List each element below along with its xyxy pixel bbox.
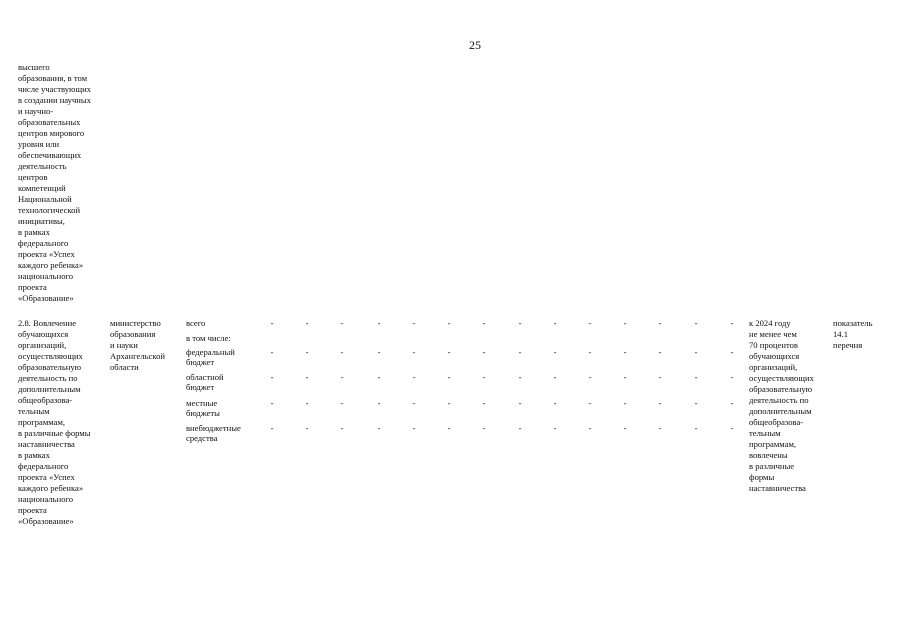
funding-value: -	[658, 423, 662, 433]
funding-value: -	[270, 318, 274, 328]
funding-value: -	[623, 423, 627, 433]
funding-value: -	[270, 372, 274, 382]
funding-value: -	[694, 347, 698, 357]
funding-value: -	[730, 318, 734, 328]
indicator-reference: показатель 14.1 перечня	[833, 318, 873, 350]
funding-value: -	[658, 398, 662, 408]
funding-value: -	[412, 318, 416, 328]
funding-source-row	[186, 347, 746, 371]
funding-value: -	[340, 347, 344, 357]
funding-value: -	[340, 318, 344, 328]
funding-value: -	[553, 347, 557, 357]
funding-source-label: федеральный бюджет	[186, 347, 235, 367]
funding-value: -	[305, 347, 309, 357]
funding-value: -	[518, 372, 522, 382]
funding-value: -	[340, 423, 344, 433]
funding-value: -	[305, 318, 309, 328]
funding-value: -	[658, 347, 662, 357]
funding-value: -	[694, 398, 698, 408]
funding-value: -	[447, 372, 451, 382]
funding-value: -	[518, 423, 522, 433]
funding-value: -	[270, 398, 274, 408]
funding-value: -	[623, 398, 627, 408]
funding-source-row	[186, 398, 746, 422]
funding-value: -	[518, 398, 522, 408]
funding-source-row	[186, 372, 746, 396]
funding-value: -	[694, 372, 698, 382]
funding-source-row	[186, 423, 746, 447]
funding-source-label: областной бюджет	[186, 372, 224, 392]
funding-value: -	[730, 347, 734, 357]
funding-value: -	[482, 398, 486, 408]
page-number: 25	[469, 38, 481, 52]
funding-value: -	[482, 423, 486, 433]
executor-name: министерство образования и науки Архангельской области	[110, 318, 165, 372]
funding-value: -	[412, 347, 416, 357]
funding-value: -	[270, 423, 274, 433]
funding-value: -	[412, 398, 416, 408]
funding-value: -	[658, 372, 662, 382]
funding-source-label: всего	[186, 318, 206, 328]
funding-value: -	[447, 423, 451, 433]
funding-value: -	[694, 423, 698, 433]
funding-value: -	[553, 398, 557, 408]
expected-result: к 2024 году не менее чем 70 процентов обучающихся организаций, осуществляющих образовательную деятельность по дополнительным общеобразова- тельным программам, вовлечены в различные формы наставничества	[749, 318, 814, 493]
funding-value: -	[553, 318, 557, 328]
funding-value: -	[447, 318, 451, 328]
funding-value: -	[588, 347, 592, 357]
funding-value: -	[553, 423, 557, 433]
funding-value: -	[377, 398, 381, 408]
funding-value: -	[447, 347, 451, 357]
funding-value: -	[623, 372, 627, 382]
funding-value: -	[588, 423, 592, 433]
funding-value: -	[482, 318, 486, 328]
funding-value: -	[270, 347, 274, 357]
funding-value: -	[730, 423, 734, 433]
funding-value: -	[730, 398, 734, 408]
funding-value: -	[377, 372, 381, 382]
funding-value: -	[518, 347, 522, 357]
funding-value: -	[588, 318, 592, 328]
funding-value: -	[305, 398, 309, 408]
funding-value: -	[553, 372, 557, 382]
funding-value: -	[340, 372, 344, 382]
funding-source-label: внебюджетные средства	[186, 423, 241, 443]
funding-value: -	[305, 372, 309, 382]
carryover-cell-text: высшего образования, в том числе участвующих в создании научных и научно- образовательных центров мирового уровня или обеспечивающих деятельность центров компетенций Национальной технологической инициативы, в рамках федерального проекта «Успех каждого ребенка» национального проекта «Образование»	[18, 62, 91, 303]
funding-value: -	[694, 318, 698, 328]
funding-value: -	[412, 423, 416, 433]
funding-source-label: в том числе:	[186, 333, 231, 343]
funding-value: -	[377, 318, 381, 328]
funding-value: -	[588, 372, 592, 382]
funding-value: -	[623, 347, 627, 357]
funding-value: -	[623, 318, 627, 328]
funding-value: -	[412, 372, 416, 382]
funding-value: -	[658, 318, 662, 328]
funding-value: -	[305, 423, 309, 433]
funding-value: -	[482, 347, 486, 357]
measure-name: 2.8. Вовлечение обучающихся организаций, осуществляющих образовательную деятельность по дополнительным общеобразова- тельным программам, в различные формы наставничества в рамках федерального проекта «Успех каждого ребенка» национального проекта «Образование»	[18, 318, 91, 526]
funding-value: -	[447, 398, 451, 408]
funding-value: -	[588, 398, 592, 408]
funding-value: -	[377, 423, 381, 433]
funding-source-label: местные бюджеты	[186, 398, 220, 418]
funding-value: -	[482, 372, 486, 382]
funding-value: -	[340, 398, 344, 408]
funding-value: -	[730, 372, 734, 382]
funding-value: -	[518, 318, 522, 328]
funding-value: -	[377, 347, 381, 357]
